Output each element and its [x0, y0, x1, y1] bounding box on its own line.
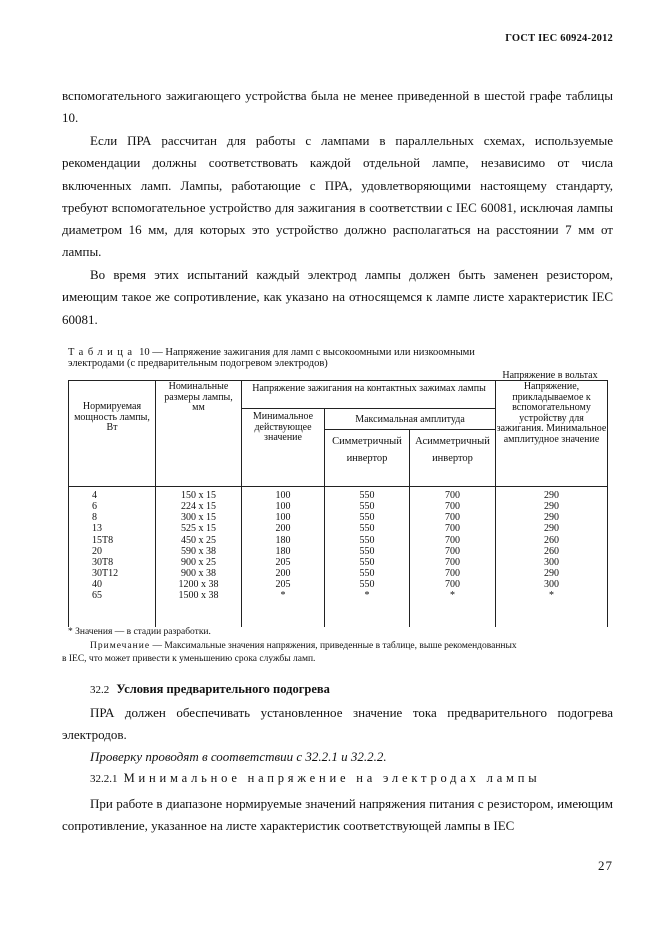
table-caption-line2: электродами (с предварительным подогревом электродов) — [68, 358, 328, 369]
ignition-voltage-table — [68, 380, 607, 627]
table-note-line2: в IEC, что может привести к уменьшению срока службы ламп. — [62, 654, 316, 664]
cell-power: 4 — [92, 490, 97, 501]
cell-sym: * — [364, 590, 370, 602]
table-units-note: Напряжение в вольтах — [502, 370, 598, 381]
page-number: 27 — [598, 858, 613, 873]
cell-size: 224 x 15 — [181, 501, 216, 513]
cell-power: 65 — [92, 590, 102, 602]
column-min — [242, 490, 324, 602]
header-asymmetric-inverter: Асимметричный инвертор — [415, 436, 490, 464]
cell-power: 40 — [92, 579, 102, 591]
header-symmetric-inverter: Симметричный инвертор — [332, 436, 402, 464]
column-power — [92, 490, 118, 602]
cell-sym: 550 — [359, 545, 375, 557]
column-symmetric — [325, 490, 409, 602]
cell-power: 15T8 — [92, 534, 114, 546]
cell-sym: 550 — [359, 556, 375, 568]
cell-asym: 700 — [445, 579, 460, 591]
cell-aux: 300 — [544, 579, 559, 591]
cell-power: 13 — [92, 523, 102, 535]
table-footnote: * Значения — в стадии разработки. — [68, 627, 211, 637]
cell-min: 205 — [275, 579, 291, 591]
paragraph-3: Во время этих испытаний каждый электрод лампы должен быть заменен резистором, имеющим такое же сопротивление, как указано на относящемся к лампе листе характеристик IEC 60081. — [62, 267, 613, 327]
cell-aux: 290 — [544, 501, 559, 513]
header-min-rms: Минимальное действующее значение — [252, 411, 314, 443]
cell-min: 100 — [275, 512, 291, 524]
cell-min: * — [280, 590, 286, 602]
document-header: ГОСТ IEC 60924-2012 — [505, 33, 613, 44]
cell-min: 200 — [275, 568, 291, 580]
cell-min: 100 — [275, 490, 291, 501]
section-32-2-check: Проверку проводят в соответствии с 32.2.1 и 32.2.2. — [90, 749, 387, 764]
cell-power: 6 — [92, 501, 97, 513]
subsection-title: Минимальное напряжение на электродах лампы — [123, 771, 541, 785]
cell-size: 150 x 15 — [181, 490, 216, 501]
cell-asym: 700 — [445, 501, 460, 513]
cell-size: 300 x 15 — [181, 512, 216, 524]
cell-power: 30T12 — [92, 568, 119, 580]
cell-asym: 700 — [445, 534, 460, 546]
section-number: 32.2 — [90, 684, 110, 696]
cell-sym: 550 — [359, 523, 375, 535]
section-32-2-1-heading — [90, 771, 540, 786]
cell-aux: 290 — [544, 523, 559, 535]
cell-aux: 260 — [544, 545, 559, 557]
section-32-2-heading — [90, 682, 330, 697]
section-32-2-1-text: При работе в диапазоне нормируемые значений напряжения питания с резистором, имеющим сопротивление, указанное на листе характеристик соответствующей лампы в IEC — [62, 796, 613, 834]
header-rated-power: Нормируемая мощность лампы, Вт — [74, 401, 150, 433]
cell-asym: 700 — [445, 512, 460, 524]
cell-power: 20 — [92, 545, 102, 557]
cell-sym: 550 — [359, 534, 375, 546]
cell-asym: 700 — [445, 545, 460, 557]
cell-min: 180 — [275, 545, 291, 557]
table-caption-word: Таблица — [68, 347, 137, 358]
section-32-2-text: ПРА должен обеспечивать установленное значение тока предварительного подогрева электродов. — [62, 705, 613, 743]
cell-size: 1200 x 38 — [178, 579, 219, 591]
cell-sym: 550 — [359, 490, 375, 501]
cell-aux: 290 — [544, 490, 559, 501]
cell-sym: 550 — [359, 568, 375, 580]
cell-asym: 700 — [445, 556, 460, 568]
table-caption-number: 10 — [139, 347, 150, 358]
cell-size: 1500 x 38 — [178, 590, 219, 602]
cell-min: 205 — [275, 556, 291, 568]
section-title: Условия предварительного подогрева — [116, 682, 330, 696]
header-aux-device-voltage: Напряжение, прикладываемое к вспомогательному устройству для зажигания. Минимальное амплитудное значение — [496, 381, 607, 445]
cell-size: 900 x 38 — [181, 568, 216, 580]
cell-sym: 550 — [359, 501, 375, 513]
column-size — [156, 490, 241, 602]
cell-min: 200 — [275, 523, 291, 535]
header-max-amplitude: Максимальная амплитуда — [355, 414, 465, 425]
cell-size: 450 x 25 — [181, 534, 216, 546]
column-asymmetric — [410, 490, 495, 602]
paragraph-1: вспомогательного зажигающего устройства была не менее приведенной в шестой графе таблицы 10. — [62, 88, 613, 126]
column-aux — [496, 490, 607, 602]
table-caption — [68, 347, 568, 369]
cell-asym: 700 — [445, 568, 460, 580]
cell-asym: 700 — [445, 490, 460, 501]
note-label: Примечание — [90, 641, 151, 651]
cell-power: 8 — [92, 512, 97, 524]
header-lamp-dimensions: Номинальные размеры лампы, мм — [164, 381, 233, 413]
cell-aux: 290 — [544, 512, 559, 524]
table-note — [90, 640, 620, 652]
cell-asym: 700 — [445, 523, 460, 535]
cell-aux: 300 — [544, 556, 559, 568]
cell-sym: 550 — [359, 579, 375, 591]
cell-aux: 260 — [544, 534, 559, 546]
header-ignition-voltage: Напряжение зажигания на контактных зажимах лампы — [252, 383, 486, 394]
paragraph-2: Если ПРА рассчитан для работы с лампами в параллельных схемах, используемые рекомендации должны соответствовать каждой отдельной лампе, независимо от числа включенных ламп. Лампы, работающие с ПРА, удовлетворяющими настоящему стандарту, требуют вспомогательное устройство для зажигания в соответствии с IEC 60081, исключая лампы диаметром 16 мм, для которых это устройство должно располагаться на расстоянии 7 мм от лампы. — [62, 133, 613, 260]
cell-power: 30T8 — [92, 556, 114, 568]
cell-size: 525 x 15 — [181, 523, 216, 535]
cell-min: 100 — [275, 501, 291, 513]
cell-size: 900 x 25 — [181, 556, 216, 568]
cell-aux: 290 — [544, 568, 559, 580]
cell-asym: * — [450, 590, 455, 602]
cell-aux: * — [549, 590, 554, 602]
cell-sym: 550 — [359, 512, 375, 524]
note-text: — Максимальные значения напряжения, приведенные в таблице, выше рекомендованных — [150, 641, 517, 651]
cell-size: 590 x 38 — [181, 545, 216, 557]
subsection-number: 32.2.1 — [90, 773, 118, 785]
cell-min: 180 — [275, 534, 291, 546]
table-caption-line1: — Напряжение зажигания для ламп с высокоомными или низкоомными — [152, 347, 475, 358]
